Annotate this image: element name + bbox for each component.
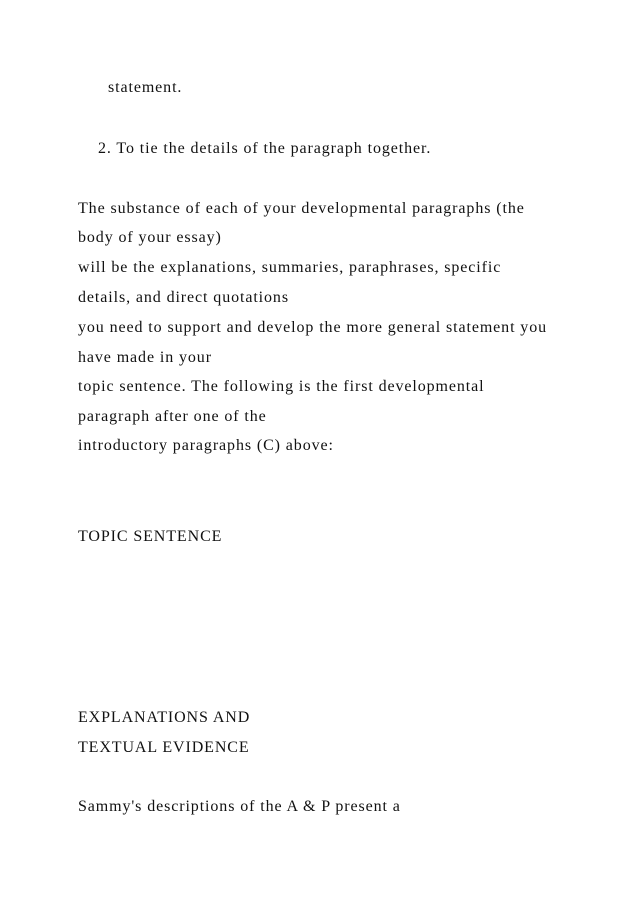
paragraph-line: introductory paragraphs (C) above: bbox=[78, 437, 334, 454]
paragraph-line: The substance of each of your developmental paragraphs (the bbox=[78, 200, 525, 217]
continuation-line: statement. bbox=[108, 79, 183, 96]
paragraph-line: you need to support and develop the more general statement you bbox=[78, 319, 548, 336]
textual-evidence-label: TEXTUAL EVIDENCE bbox=[78, 739, 250, 756]
topic-sentence-label: TOPIC SENTENCE bbox=[78, 528, 223, 545]
list-item-2: 2. To tie the details of the paragraph together. bbox=[98, 140, 432, 157]
paragraph-line: have made in your bbox=[78, 349, 212, 366]
paragraph-line: details, and direct quotations bbox=[78, 289, 289, 306]
paragraph-line: body of your essay) bbox=[78, 229, 222, 246]
explanations-label: EXPLANATIONS AND bbox=[78, 709, 251, 726]
paragraph-line: topic sentence. The following is the first developmental bbox=[78, 378, 485, 395]
paragraph-line: will be the explanations, summaries, paraphrases, specific bbox=[78, 259, 502, 276]
closing-line: Sammy's descriptions of the A & P present a bbox=[78, 798, 401, 815]
paragraph-line: paragraph after one of the bbox=[78, 408, 267, 425]
